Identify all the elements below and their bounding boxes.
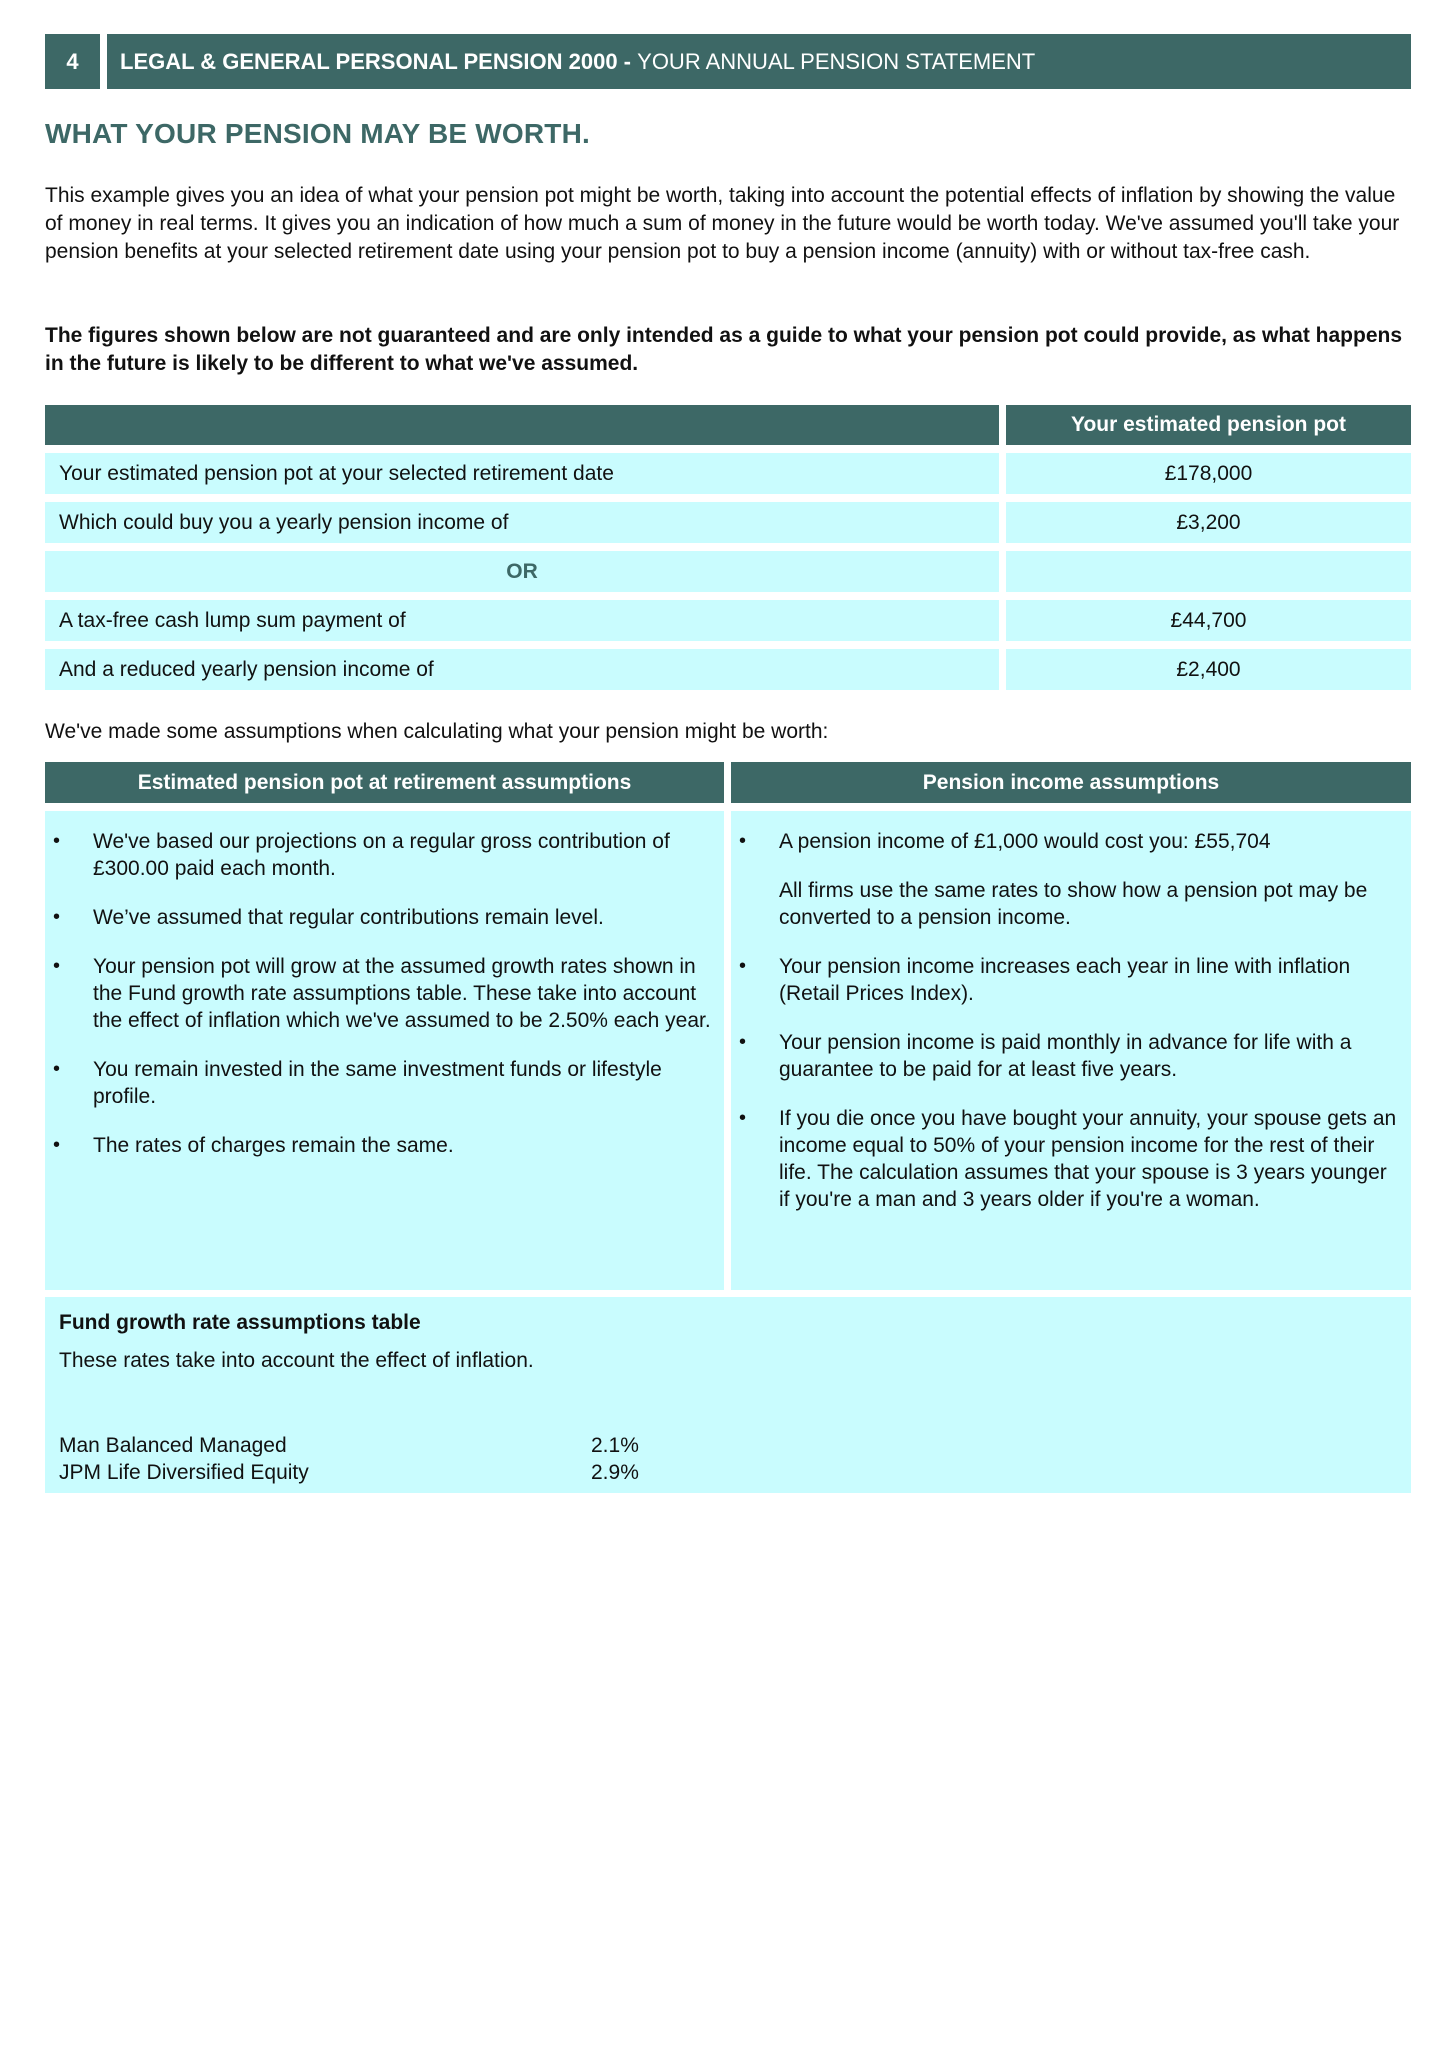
list-item (45, 1132, 714, 1159)
bullet-icon: • (739, 955, 747, 977)
income-assumptions-header: Pension income assumptions (731, 762, 1411, 803)
list-item (731, 828, 1403, 931)
list-item (731, 953, 1403, 1007)
table-row-label: Which could buy you a yearly pension income of (45, 502, 999, 543)
bullet-icon: • (53, 906, 61, 928)
table-row-or-divider: OR (45, 551, 999, 592)
list-item (731, 1105, 1403, 1213)
fund-rate: 2.9% (591, 1461, 639, 1484)
assumptions-intro: We've made some assumptions when calculating what your pension might be worth: (45, 720, 829, 743)
table-row-value: £44,700 (1006, 600, 1411, 641)
list-item (731, 1029, 1403, 1083)
bullet-icon: • (739, 830, 747, 852)
table-row (59, 1432, 1397, 1459)
fund-table-subtitle: These rates take into account the effect of inflation. (59, 1349, 534, 1372)
page-heading: WHAT YOUR PENSION MAY BE WORTH. (45, 118, 590, 149)
disclaimer-paragraph: The figures shown below are not guaranteed and are only intended as a guide to what your pension pot could provide, as what happens in the future is likely to be different to what we've assumed. (45, 324, 1403, 375)
list-item-text: If you die once you have bought your annuity, your spouse gets an income equal to 50% of your pension income for the rest of their life. The calculation assumes that your spouse is 3 years younger if you're a man and 3 years older if you're a woman. (779, 1107, 1397, 1211)
bullet-icon: • (739, 1031, 747, 1053)
table-row-label: And a reduced yearly pension income of (45, 649, 999, 690)
income-assumptions-panel (731, 811, 1411, 1290)
estimate-table-header-right: Your estimated pension pot (1006, 405, 1411, 445)
pot-assumptions-header: Estimated pension pot at retirement assumptions (45, 762, 724, 803)
list-item-text: Your pension income is paid monthly in advance for life with a guarantee to be paid for at least five years. (779, 1031, 1352, 1081)
table-row-value: £3,200 (1006, 502, 1411, 543)
table-row-label: A tax-free cash lump sum payment of (45, 600, 999, 641)
list-item-text: The rates of charges remain the same. (93, 1134, 454, 1157)
document-title-bar (107, 34, 1411, 89)
table-row (59, 1459, 1397, 1486)
document-title-product: LEGAL & GENERAL PERSONAL PENSION 2000 - (120, 48, 632, 74)
bullet-icon: • (53, 955, 61, 977)
bullet-icon: • (53, 1134, 61, 1156)
list-item-note: All firms use the same rates to show how a pension pot may be converted to a pension income. (779, 879, 1368, 929)
bullet-icon: • (53, 1058, 61, 1080)
table-row-label: Your estimated pension pot at your selected retirement date (45, 453, 999, 494)
bullet-icon: • (53, 830, 61, 852)
list-item (45, 828, 714, 882)
pot-assumptions-panel (45, 811, 724, 1290)
list-item-text: You remain invested in the same investment funds or lifestyle profile. (93, 1058, 662, 1108)
estimate-table-header-left (45, 405, 999, 445)
fund-table-title: Fund growth rate assumptions table (59, 1311, 421, 1334)
list-item (45, 1056, 714, 1110)
table-row-value (1006, 551, 1411, 592)
document-title-section: YOUR ANNUAL PENSION STATEMENT (637, 48, 1036, 74)
list-item-text: We've based our projections on a regular gross contribution of £300.00 paid each month. (93, 830, 670, 880)
list-item (45, 904, 714, 931)
pot-assumptions-list (45, 828, 714, 1159)
page-number: 4 (45, 34, 100, 89)
intro-paragraph: This example gives you an idea of what your pension pot might be worth, taking into account the potential effects of inflation by showing the value of money in real terms. It gives you an indication of how much a sum of money in the future would be worth today. We've assumed you'll take your pension benefits at your selected retirement date using your pension pot to buy a pension income (annuity) with or without tax-free cash. (45, 184, 1400, 263)
income-assumptions-list (731, 828, 1403, 1213)
fund-name: JPM Life Diversified Equity (59, 1461, 309, 1484)
fund-table-rows (59, 1432, 1397, 1486)
list-item-text: Your pension pot will grow at the assumed growth rates shown in the Fund growth rate assumptions table. These take into account the effect of inflation which we've assumed to be 2.50% each year. (93, 955, 711, 1032)
table-row-value: £2,400 (1006, 649, 1411, 690)
fund-growth-table (45, 1297, 1411, 1493)
list-item-text: Your pension income increases each year in line with inflation (Retail Prices Index). (779, 955, 1351, 1005)
list-item (45, 953, 714, 1034)
fund-rate: 2.1% (591, 1434, 639, 1457)
table-row-value: £178,000 (1006, 453, 1411, 494)
fund-name: Man Balanced Managed (59, 1434, 287, 1457)
list-item-text: A pension income of £1,000 would cost you: £55,704 (779, 830, 1271, 853)
bullet-icon: • (739, 1107, 747, 1129)
list-item-text: We’ve assumed that regular contributions remain level. (93, 906, 604, 929)
